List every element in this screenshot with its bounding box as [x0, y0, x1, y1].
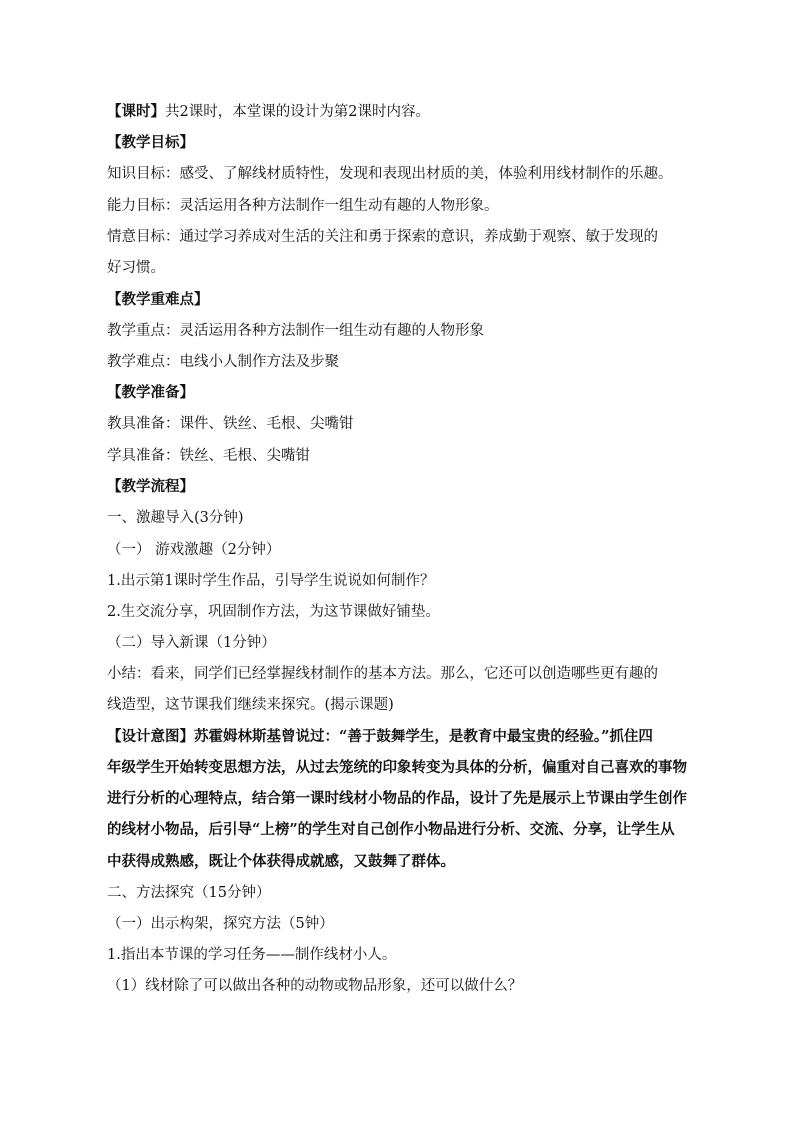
design-intent-line1: 【设计意图】苏霍姆林斯基曾说过：“善于鼓舞学生，是教育中最宝贵的经验。”抓住四	[107, 728, 653, 745]
preparation-heading: 【教学准备】	[107, 384, 194, 401]
process-heading: 【教学流程】	[107, 478, 194, 495]
teacher-preparation: 教具准备：课件、铁丝、毛根、尖嘴钳	[107, 416, 354, 432]
design-intent-line3: 进行分析的心理特点，结合第一课时线材小物品的作品，设计了先是展示上节课由学生创作	[107, 790, 687, 807]
part1-item1: 1.出示第1课时学生作品，引导学生说说如何制作？	[107, 573, 435, 589]
ability-objective: 能力目标：灵活运用各种方法制作一组生动有趣的人物形象。	[107, 198, 499, 214]
part2-item1-sub: （1）线材除了可以做出各种的动物或物品形象，还可以做什么？	[107, 978, 523, 994]
design-intent-line4: 的线材小物品，后引导“上榜”的学生对自己创作小物品进行分析、交流、分享，让学生从	[107, 821, 675, 838]
knowledge-objective: 知识目标：感受、了解线材质特性，发现和表现出材质的美，体验利用线材制作的乐趣。	[107, 166, 673, 182]
part1-subsection2: （二）导入新课（1分钟）	[107, 635, 276, 651]
lesson-time-label: 【课时】	[107, 103, 165, 120]
part1-title: 一、激趣导入(3分钟)	[107, 510, 244, 526]
teaching-focus: 教学重点：灵活运用各种方法制作一组生动有趣的人物形象	[107, 323, 484, 339]
teaching-difficulty: 教学难点：电线小人制作方法及步聚	[107, 354, 339, 370]
part1-subsection1: （一） 游戏激趣（2分钟）	[107, 542, 281, 558]
part2-title: 二、方法探究（15分钟）	[107, 885, 271, 901]
emotion-objective-line1: 情意目标：通过学习养成对生活的关注和勇于探索的意识，养成勤于观察、敏于发现的	[107, 229, 658, 245]
objectives-heading: 【教学目标】	[107, 134, 194, 151]
lesson-time-line	[107, 102, 430, 122]
emotion-objective-line2: 好习惯。	[107, 260, 165, 276]
design-intent-line5: 中获得成熟感，既让个体获得成就感，又鼓舞了群体。	[107, 853, 455, 870]
part1-item2: 2.生交流分享，巩固制作方法，为这节课做好铺垫。	[107, 604, 440, 620]
part2-subsection1: （一）出示构架，探究方法（5钟）	[107, 916, 334, 932]
summary-line2: 线造型，这节课我们继续来探究。(揭示课题)	[107, 697, 394, 713]
summary-line1: 小结：看来，同学们已经掌握线材制作的基本方法。那么，它还可以创造哪些更有趣的	[107, 666, 658, 682]
lesson-time-text: 共2课时，本堂课的设计为第2课时内容。	[165, 104, 430, 120]
student-preparation: 学具准备：铁丝、毛根、尖嘴钳	[107, 448, 310, 464]
design-intent-line2: 年级学生开始转变思想方法，从过去笼统的印象转变为具体的分析，偏重对自己喜欢的事物	[107, 759, 687, 776]
part2-item1: 1.指出本节课的学习任务——制作线材小人。	[107, 947, 397, 963]
key-points-heading: 【教学重难点】	[107, 291, 209, 308]
